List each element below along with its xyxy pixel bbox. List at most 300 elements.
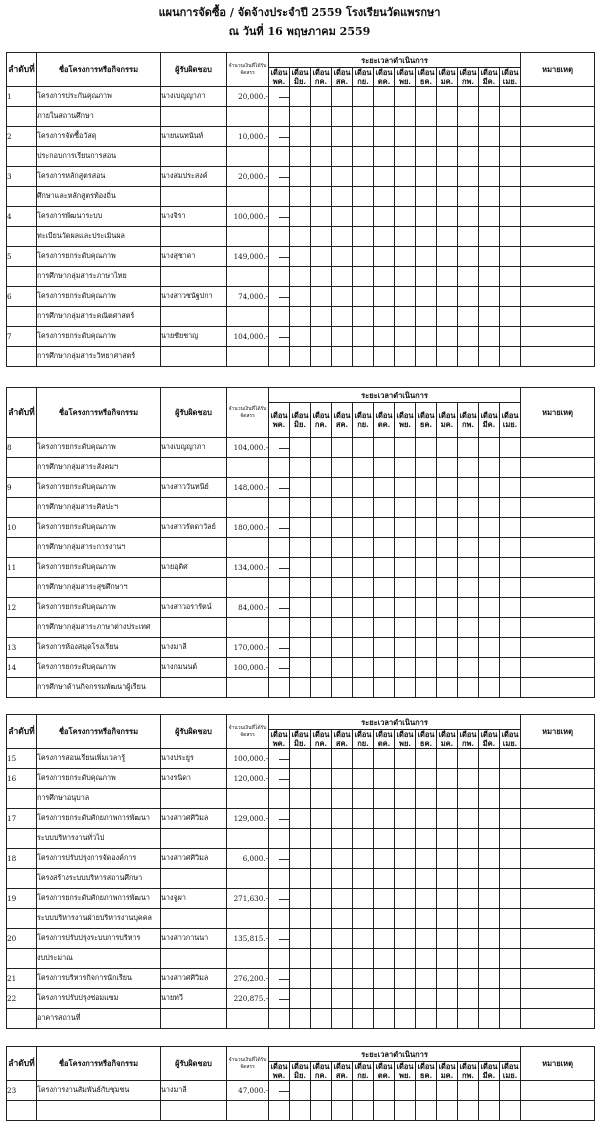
row-month-cell [311,438,332,458]
row-month-cell [458,287,479,307]
month-word: เดือน [375,68,393,77]
row-month-cell [311,247,332,267]
row-responsible: นางสมประสงค์ [161,167,227,187]
row-responsible [161,1009,227,1029]
row-month-cell [500,267,521,287]
timeline-bar [279,668,290,669]
row-project: โครงการหลักสูตรสอน [37,167,161,187]
row-project: อาคารสถานที่ [37,1009,161,1029]
row-month-cell [500,1081,521,1101]
row-month-cell [437,438,458,458]
header-month [479,1062,500,1081]
row-month-cell [290,267,311,287]
row-budget: 149,000.- [227,247,269,267]
header-month [332,730,353,749]
row-month-cell [332,438,353,458]
row-month-cell [311,749,332,769]
header-month [311,403,332,438]
row-no [7,267,37,287]
month-abbr: กย. [357,739,369,748]
row-month-cell [458,538,479,558]
month-abbr: เมย. [502,420,518,429]
month-word: เดือน [270,68,288,77]
row-responsible [161,949,227,969]
row-month-cell [269,1101,290,1121]
row-month-cell [416,498,437,518]
timeline-bar [279,859,290,860]
row-month-cell [458,207,479,227]
row-month-cell [500,909,521,929]
row-month-cell [269,869,290,889]
table-row [7,789,595,809]
header-month [479,730,500,749]
month-abbr: พย. [399,1071,411,1080]
row-month-cell [416,1081,437,1101]
row-month-cell [269,147,290,167]
row-project: โครงการยกระดับคุณภาพ [37,478,161,498]
row-month-cell [395,538,416,558]
row-month-cell [416,618,437,638]
row-month-cell [395,849,416,869]
row-month-cell [479,909,500,929]
row-month-cell [416,678,437,698]
header-month [500,1062,521,1081]
month-abbr: กพ. [461,420,475,429]
row-budget: 104,000.- [227,327,269,347]
row-month-cell [290,578,311,598]
header-month [395,68,416,87]
row-month-cell [395,558,416,578]
table-row [7,327,595,347]
month-word: เดือน [396,730,414,739]
row-month-cell [332,307,353,327]
row-month-cell [395,829,416,849]
row-month-cell [416,769,437,789]
row-month-cell [479,478,500,498]
row-month-cell [353,638,374,658]
row-month-cell [311,147,332,167]
row-month-cell [353,869,374,889]
row-month-cell [479,598,500,618]
table-row [7,538,595,558]
row-month-cell [458,578,479,598]
row-month-cell [395,1081,416,1101]
row-month-cell [290,287,311,307]
row-month-cell [479,518,500,538]
row-month-cell [437,458,458,478]
month-word: เดือน [375,411,393,420]
row-month-cell [353,598,374,618]
row-month-cell [437,969,458,989]
table-row [7,889,595,909]
row-month-cell [458,478,479,498]
table-row [7,227,595,247]
row-month-cell [374,267,395,287]
row-responsible [161,869,227,889]
month-word: เดือน [417,68,435,77]
timeline-bar [279,488,290,489]
row-month-cell [353,267,374,287]
row-month-cell [437,598,458,618]
header-month [458,1062,479,1081]
row-month-cell [269,267,290,287]
row-month-cell [437,769,458,789]
month-word: เดือน [312,730,330,739]
month-abbr: สค. [335,739,349,748]
row-month-cell [437,889,458,909]
table-row [7,809,595,829]
row-remarks [521,207,595,227]
row-budget: 134,000.- [227,558,269,578]
row-month-cell [353,87,374,107]
row-month-cell [290,658,311,678]
month-abbr: มิย. [294,420,306,429]
row-remarks [521,87,595,107]
table-row [7,107,595,127]
row-month-cell [269,638,290,658]
row-no: 10 [7,518,37,538]
row-month-cell [311,969,332,989]
row-remarks [521,638,595,658]
row-budget: 100,000.- [227,749,269,769]
row-month-cell [269,1081,290,1101]
timeline-bar [279,528,290,529]
row-month-cell [374,227,395,247]
row-no: 14 [7,658,37,678]
row-responsible: นางสาวศศิวิมล [161,969,227,989]
row-month-cell [353,247,374,267]
row-month-cell [416,458,437,478]
row-month-cell [332,1081,353,1101]
row-month-cell [290,809,311,829]
row-project: การศึกษากลุ่มสาระวิทยาศาสตร์ [37,347,161,367]
row-month-cell [269,829,290,849]
row-month-cell [374,327,395,347]
row-month-cell [395,127,416,147]
row-month-cell [395,789,416,809]
row-no [7,147,37,167]
row-remarks [521,227,595,247]
month-word: เดือน [396,68,414,77]
row-responsible: นางสาวศศิวิมล [161,809,227,829]
row-month-cell [437,187,458,207]
month-word: เดือน [291,68,309,77]
row-project: โครงการยกระดับคุณภาพ [37,769,161,789]
row-project: โครงการงานสัมพันธ์กับชุมชน [37,1081,161,1101]
row-month-cell [290,1009,311,1029]
row-month-cell [437,949,458,969]
row-month-cell [416,829,437,849]
row-month-cell [416,107,437,127]
row-month-cell [311,187,332,207]
row-month-cell [458,969,479,989]
month-abbr: กพ. [461,1071,475,1080]
row-month-cell [500,1009,521,1029]
row-month-cell [395,267,416,287]
row-month-cell [458,87,479,107]
row-project: การศึกษาอนุบาล [37,789,161,809]
row-month-cell [353,438,374,458]
row-month-cell [311,1081,332,1101]
row-month-cell [269,989,290,1009]
row-month-cell [332,498,353,518]
month-abbr: เมย. [502,1071,518,1080]
row-month-cell [290,969,311,989]
row-month-cell [269,598,290,618]
row-month-cell [332,658,353,678]
row-month-cell [437,1101,458,1121]
row-month-cell [290,458,311,478]
row-no [7,618,37,638]
month-abbr: กย. [357,1071,369,1080]
row-responsible: นางสาวรัตดาวัลย์ [161,518,227,538]
row-month-cell [395,769,416,789]
row-month-cell [332,207,353,227]
month-word: เดือน [480,1062,498,1071]
table-row [7,438,595,458]
row-budget [227,458,269,478]
row-no: 23 [7,1081,37,1101]
row-month-cell [269,478,290,498]
table-row [7,949,595,969]
row-month-cell [479,267,500,287]
row-responsible: นางจิรา [161,207,227,227]
table-row [7,638,595,658]
row-month-cell [500,247,521,267]
timeline-bar [279,337,290,338]
month-word: เดือน [480,730,498,739]
row-budget [227,789,269,809]
row-month-cell [395,749,416,769]
row-month-cell [269,749,290,769]
row-month-cell [332,638,353,658]
row-month-cell [416,869,437,889]
row-month-cell [500,438,521,458]
row-month-cell [290,327,311,347]
row-month-cell [479,458,500,478]
month-word: เดือน [459,730,477,739]
table-row [7,267,595,287]
row-month-cell [290,247,311,267]
row-month-cell [290,769,311,789]
header-month [395,730,416,749]
month-abbr: พค. [272,1071,286,1080]
row-month-cell [437,989,458,1009]
month-abbr: ธค. [419,739,433,748]
row-remarks [521,538,595,558]
row-remarks [521,187,595,207]
row-month-cell [500,929,521,949]
row-month-cell [479,227,500,247]
row-no: 20 [7,929,37,949]
row-project: โครงการปรับปรุงระบบการบริหาร [37,929,161,949]
row-month-cell [458,678,479,698]
row-month-cell [437,267,458,287]
row-month-cell [290,829,311,849]
timeline-bar [279,1091,290,1092]
header-month [395,1062,416,1081]
row-month-cell [437,247,458,267]
row-month-cell [416,598,437,618]
row-month-cell [479,869,500,889]
row-month-cell [311,849,332,869]
row-month-cell [311,287,332,307]
row-month-cell [269,127,290,147]
row-month-cell [479,438,500,458]
row-month-cell [290,107,311,127]
month-word: เดือน [438,68,456,77]
row-month-cell [290,347,311,367]
row-month-cell [269,1009,290,1029]
table-row [7,247,595,267]
row-month-cell [290,638,311,658]
header-no: ลำดับที่ [7,715,37,749]
row-remarks [521,287,595,307]
row-month-cell [416,207,437,227]
row-project [37,1101,161,1121]
header-period: ระยะเวลาดำเนินการ [269,1047,521,1062]
row-month-cell [416,909,437,929]
row-month-cell [458,107,479,127]
row-month-cell [416,287,437,307]
table-row [7,558,595,578]
row-month-cell [500,287,521,307]
row-month-cell [332,869,353,889]
row-month-cell [269,929,290,949]
row-month-cell [479,849,500,869]
table-row [7,1009,595,1029]
row-month-cell [458,889,479,909]
row-month-cell [395,107,416,127]
table-row [7,598,595,618]
row-month-cell [353,558,374,578]
header-month [416,403,437,438]
header-month [437,403,458,438]
row-month-cell [437,809,458,829]
header-project: ชื่อโครงการหรือกิจกรรม [37,715,161,749]
row-month-cell [353,287,374,307]
row-month-cell [290,518,311,538]
header-month [458,730,479,749]
timeline-bar [279,819,290,820]
row-remarks [521,578,595,598]
header-month [479,403,500,438]
month-abbr: พค. [272,77,286,86]
row-month-cell [458,638,479,658]
row-month-cell [416,187,437,207]
row-project: โครงการสอนเรียนเพิ่มเวลารู้ [37,749,161,769]
row-month-cell [269,538,290,558]
month-word: เดือน [396,411,414,420]
header-month [353,730,374,749]
row-month-cell [332,949,353,969]
row-month-cell [458,518,479,538]
row-project: ภายในสถานศึกษา [37,107,161,127]
row-month-cell [416,478,437,498]
row-remarks [521,167,595,187]
row-month-cell [437,87,458,107]
month-word: เดือน [459,1062,477,1071]
row-month-cell [458,247,479,267]
row-month-cell [374,87,395,107]
month-abbr: มิย. [294,739,306,748]
row-month-cell [458,829,479,849]
row-month-cell [269,909,290,929]
row-month-cell [269,327,290,347]
row-month-cell [479,287,500,307]
header-month [416,730,437,749]
table-row [7,147,595,167]
row-month-cell [500,1101,521,1121]
row-no [7,498,37,518]
row-month-cell [395,929,416,949]
row-month-cell [311,929,332,949]
row-month-cell [479,749,500,769]
row-month-cell [332,969,353,989]
table-row [7,458,595,478]
row-month-cell [332,909,353,929]
row-month-cell [353,989,374,1009]
row-month-cell [500,678,521,698]
month-abbr: พย. [399,420,411,429]
header-month [311,68,332,87]
row-month-cell [437,327,458,347]
row-month-cell [311,267,332,287]
row-remarks [521,749,595,769]
row-month-cell [416,247,437,267]
row-month-cell [416,227,437,247]
timeline-bar [279,568,290,569]
row-responsible [161,909,227,929]
row-month-cell [332,929,353,949]
row-budget [227,347,269,367]
row-month-cell [395,989,416,1009]
month-word: เดือน [480,68,498,77]
month-word: เดือน [480,411,498,420]
row-month-cell [290,167,311,187]
row-month-cell [437,829,458,849]
row-month-cell [332,558,353,578]
row-month-cell [374,107,395,127]
row-project: โครงการบริหารกิจการนักเรียน [37,969,161,989]
row-month-cell [500,598,521,618]
row-month-cell [416,989,437,1009]
row-responsible: นายอุดิศ [161,558,227,578]
row-month-cell [458,869,479,889]
row-project: ทะเบียนวัดผลและประเมินผล [37,227,161,247]
row-month-cell [374,187,395,207]
month-abbr: สค. [335,420,349,429]
row-month-cell [332,187,353,207]
row-month-cell [311,949,332,969]
table-row [7,287,595,307]
row-month-cell [269,678,290,698]
row-month-cell [416,889,437,909]
row-month-cell [332,107,353,127]
row-month-cell [395,478,416,498]
row-month-cell [290,929,311,949]
row-responsible [161,578,227,598]
row-budget: 276,200.- [227,969,269,989]
row-month-cell [332,227,353,247]
header-month [290,730,311,749]
row-project: การศึกษากลุ่มสาระคณิตศาสตร์ [37,307,161,327]
row-no: 1 [7,87,37,107]
row-remarks [521,658,595,678]
row-month-cell [311,1101,332,1121]
row-month-cell [479,1081,500,1101]
row-month-cell [437,909,458,929]
